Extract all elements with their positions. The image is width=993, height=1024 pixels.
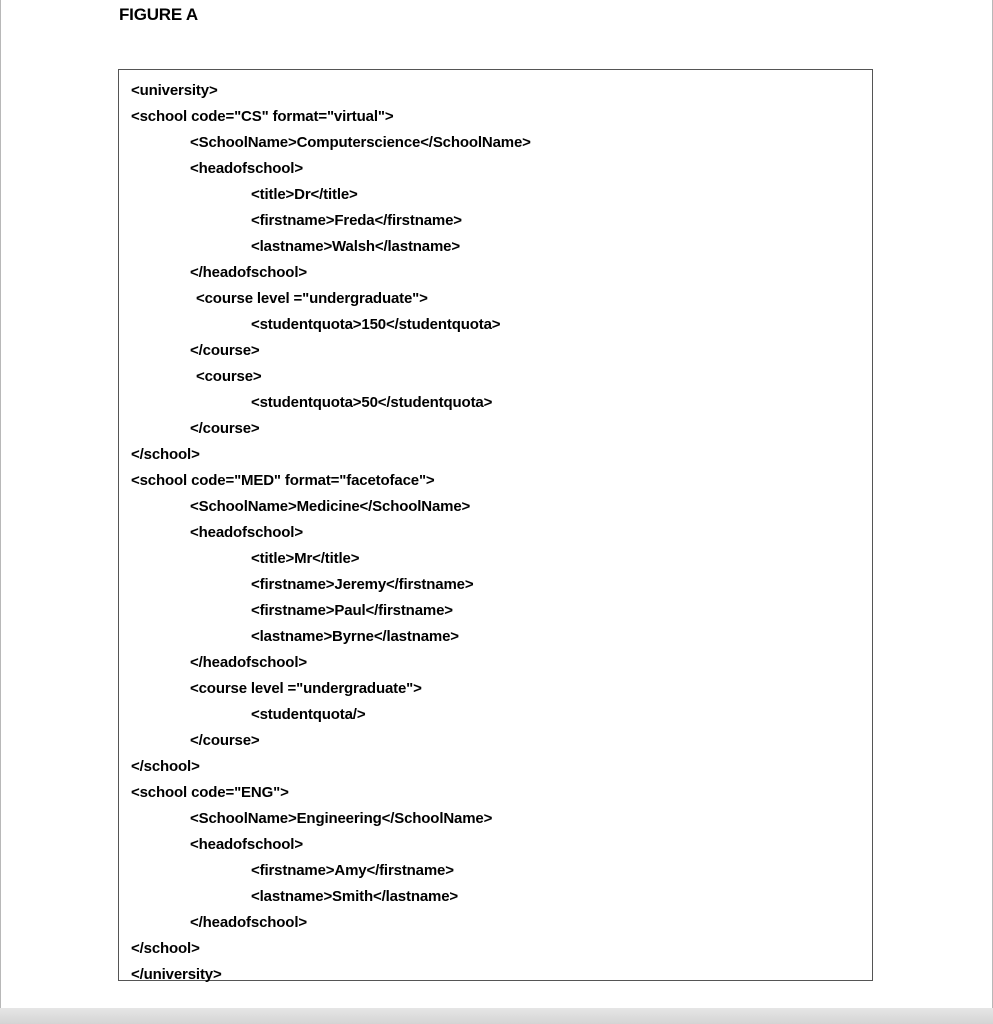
xml-line: <studentquota>150</studentquota> <box>251 316 501 333</box>
viewer-bottom-shade <box>0 1008 993 1024</box>
xml-line: <lastname>Byrne</lastname> <box>251 628 459 645</box>
xml-line: </course> <box>190 732 260 749</box>
xml-line: <SchoolName>Engineering</SchoolName> <box>190 810 493 827</box>
xml-line: </headofschool> <box>190 654 307 671</box>
figure-title: FIGURE A <box>119 5 198 24</box>
xml-line: </headofschool> <box>190 914 307 931</box>
xml-line: <headofschool> <box>190 160 303 177</box>
xml-line: </headofschool> <box>190 264 307 281</box>
xml-code-box <box>118 69 873 981</box>
xml-line: <SchoolName>Computerscience</SchoolName> <box>190 134 531 151</box>
xml-line: <firstname>Amy</firstname> <box>251 862 454 879</box>
xml-line: </school> <box>131 940 200 957</box>
xml-line: <firstname>Paul</firstname> <box>251 602 453 619</box>
xml-line: <course level ="undergraduate"> <box>196 290 428 307</box>
xml-line: <school code="ENG"> <box>131 784 289 801</box>
xml-line: <studentquota/> <box>251 706 366 723</box>
xml-line: <title>Mr</title> <box>251 550 360 567</box>
xml-line: </course> <box>190 420 260 437</box>
xml-line: <headofschool> <box>190 524 303 541</box>
xml-line: </university> <box>131 966 222 983</box>
page-edge-left <box>0 0 1 1010</box>
xml-line: <school code="MED" format="facetoface"> <box>131 472 435 489</box>
xml-line: <headofschool> <box>190 836 303 853</box>
xml-line: <university> <box>131 82 218 99</box>
xml-line: <school code="CS" format="virtual"> <box>131 108 394 125</box>
xml-line: <course> <box>196 368 262 385</box>
xml-line: <firstname>Freda</firstname> <box>251 212 462 229</box>
xml-line: <course level ="undergraduate"> <box>190 680 422 697</box>
xml-line: </school> <box>131 446 200 463</box>
xml-line: </school> <box>131 758 200 775</box>
xml-line: <studentquota>50</studentquota> <box>251 394 493 411</box>
xml-line: <firstname>Jeremy</firstname> <box>251 576 474 593</box>
xml-line: </course> <box>190 342 260 359</box>
xml-line: <lastname>Walsh</lastname> <box>251 238 460 255</box>
xml-line: <SchoolName>Medicine</SchoolName> <box>190 498 471 515</box>
xml-line: <lastname>Smith</lastname> <box>251 888 459 905</box>
xml-line: <title>Dr</title> <box>251 186 358 203</box>
